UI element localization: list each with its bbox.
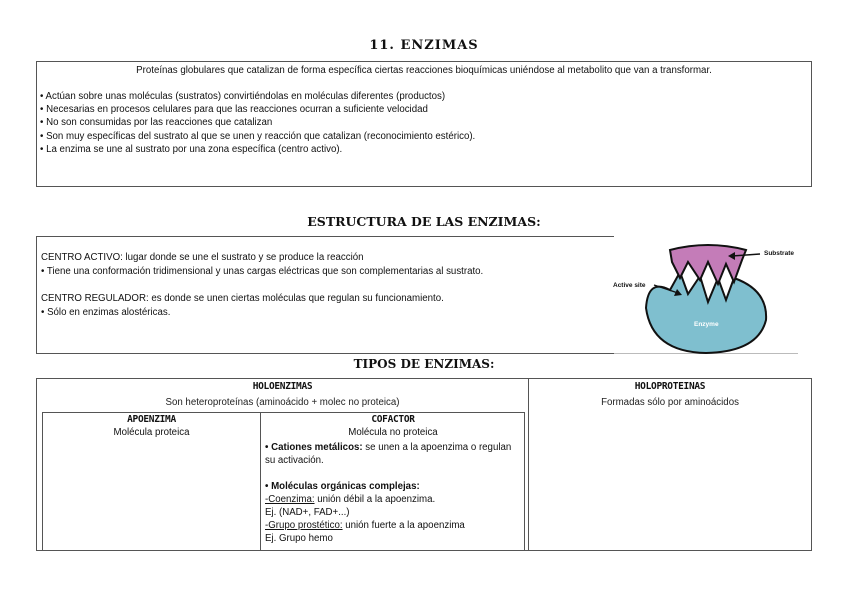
cofactor-heading: COFACTOR: [371, 414, 415, 425]
apoenzima-desc: Molécula proteica: [113, 427, 190, 438]
centro-regulador-block: [41, 292, 444, 319]
coenzima-example: Ej. (NAD+, FAD+...): [265, 507, 350, 518]
centro-activo-text: CENTRO ACTIVO: lugar donde se une el sustrato y se produce la reacción: [41, 252, 364, 263]
active-site-label: Active site: [613, 282, 646, 289]
prostetico-text: unión fuerte a la apoenzima: [342, 520, 465, 531]
tipos-table: [36, 378, 812, 551]
estructura-box: [36, 236, 614, 354]
organicas-item: [265, 480, 523, 493]
list-item: • No son consumidas por las reacciones que catalizan: [40, 117, 273, 129]
organicas-label: • Moléculas orgánicas complejas:: [265, 481, 420, 492]
holoenzimas-heading: HOLOENZIMAS: [252, 381, 313, 392]
list-item: • Son muy específicas del sustrato al que se unen y reacción que catalizan (reconocimiento estérico).: [40, 130, 476, 142]
cofactor-details: [265, 441, 523, 545]
list-item: • La enzima se une al sustrato por una zona específica (centro activo).: [40, 143, 343, 155]
section-title-tipos: TIPOS DE ENZIMAS:: [353, 357, 495, 371]
cofactor-desc: Molécula no proteica: [348, 427, 438, 438]
cationes-label: • Cationes metálicos:: [265, 442, 363, 453]
list-item: • Necesarias en procesos celulares para que las reacciones ocurran a suficiente velocidad: [40, 104, 428, 116]
apoenzima-heading: APOENZIMA: [127, 414, 176, 425]
list-item: • Actúan sobre unas moléculas (sustratos) convirtiéndolas en moléculas diferentes (productos): [40, 91, 446, 102]
cationes-text: se unen a la apoenzima o regulan su activación.: [265, 442, 512, 466]
enzyme-shape: [646, 272, 766, 353]
coenzima-label: -Coenzima:: [265, 494, 315, 505]
centro-regulador-bullet: • Sólo en enzimas alostéricas.: [41, 306, 171, 318]
enzyme-substrate-diagram: [608, 238, 808, 354]
holoproteinas-heading: HOLOPROTEINAS: [634, 381, 706, 392]
prostetico-item: [265, 519, 523, 532]
enzimas-bullet-list: [40, 90, 475, 156]
coenzima-text: unión débil a la apoenzima.: [314, 494, 436, 505]
enzyme-label: Enzyme: [694, 321, 719, 328]
cationes-item: [265, 441, 523, 467]
centro-activo-bullet: • Tiene una conformación tridimensional y unas cargas eléctricas que son complementarias al sustrato.: [41, 265, 484, 277]
holoenzimas-subtitle: Son heteroproteínas (aminoácido + molec no proteica): [165, 397, 400, 408]
centro-regulador-text: CENTRO REGULADOR: es donde se unen ciertas moléculas que regulan su funcionamiento.: [41, 293, 444, 304]
substrate-label: Substrate: [764, 250, 794, 257]
prostetico-example: Ej. Grupo hemo: [265, 533, 333, 544]
section-title-enzimas: 11. ENZIMAS: [369, 38, 479, 53]
holoenzimas-subtable: [42, 412, 525, 551]
prostetico-label: -Grupo prostético:: [265, 520, 343, 531]
coenzima-item: [265, 493, 523, 506]
enzimas-definition-box: [36, 61, 812, 187]
centro-activo-block: [41, 251, 483, 278]
holoproteinas-subtitle: Formadas sólo por aminoácidos: [601, 397, 739, 408]
enzimas-intro: Proteínas globulares que catalizan de forma específica ciertas reacciones bioquímicas uniéndose al metabolito que van a transformar.: [136, 65, 712, 76]
section-title-estructura: ESTRUCTURA DE LAS ENZIMAS:: [307, 214, 541, 229]
